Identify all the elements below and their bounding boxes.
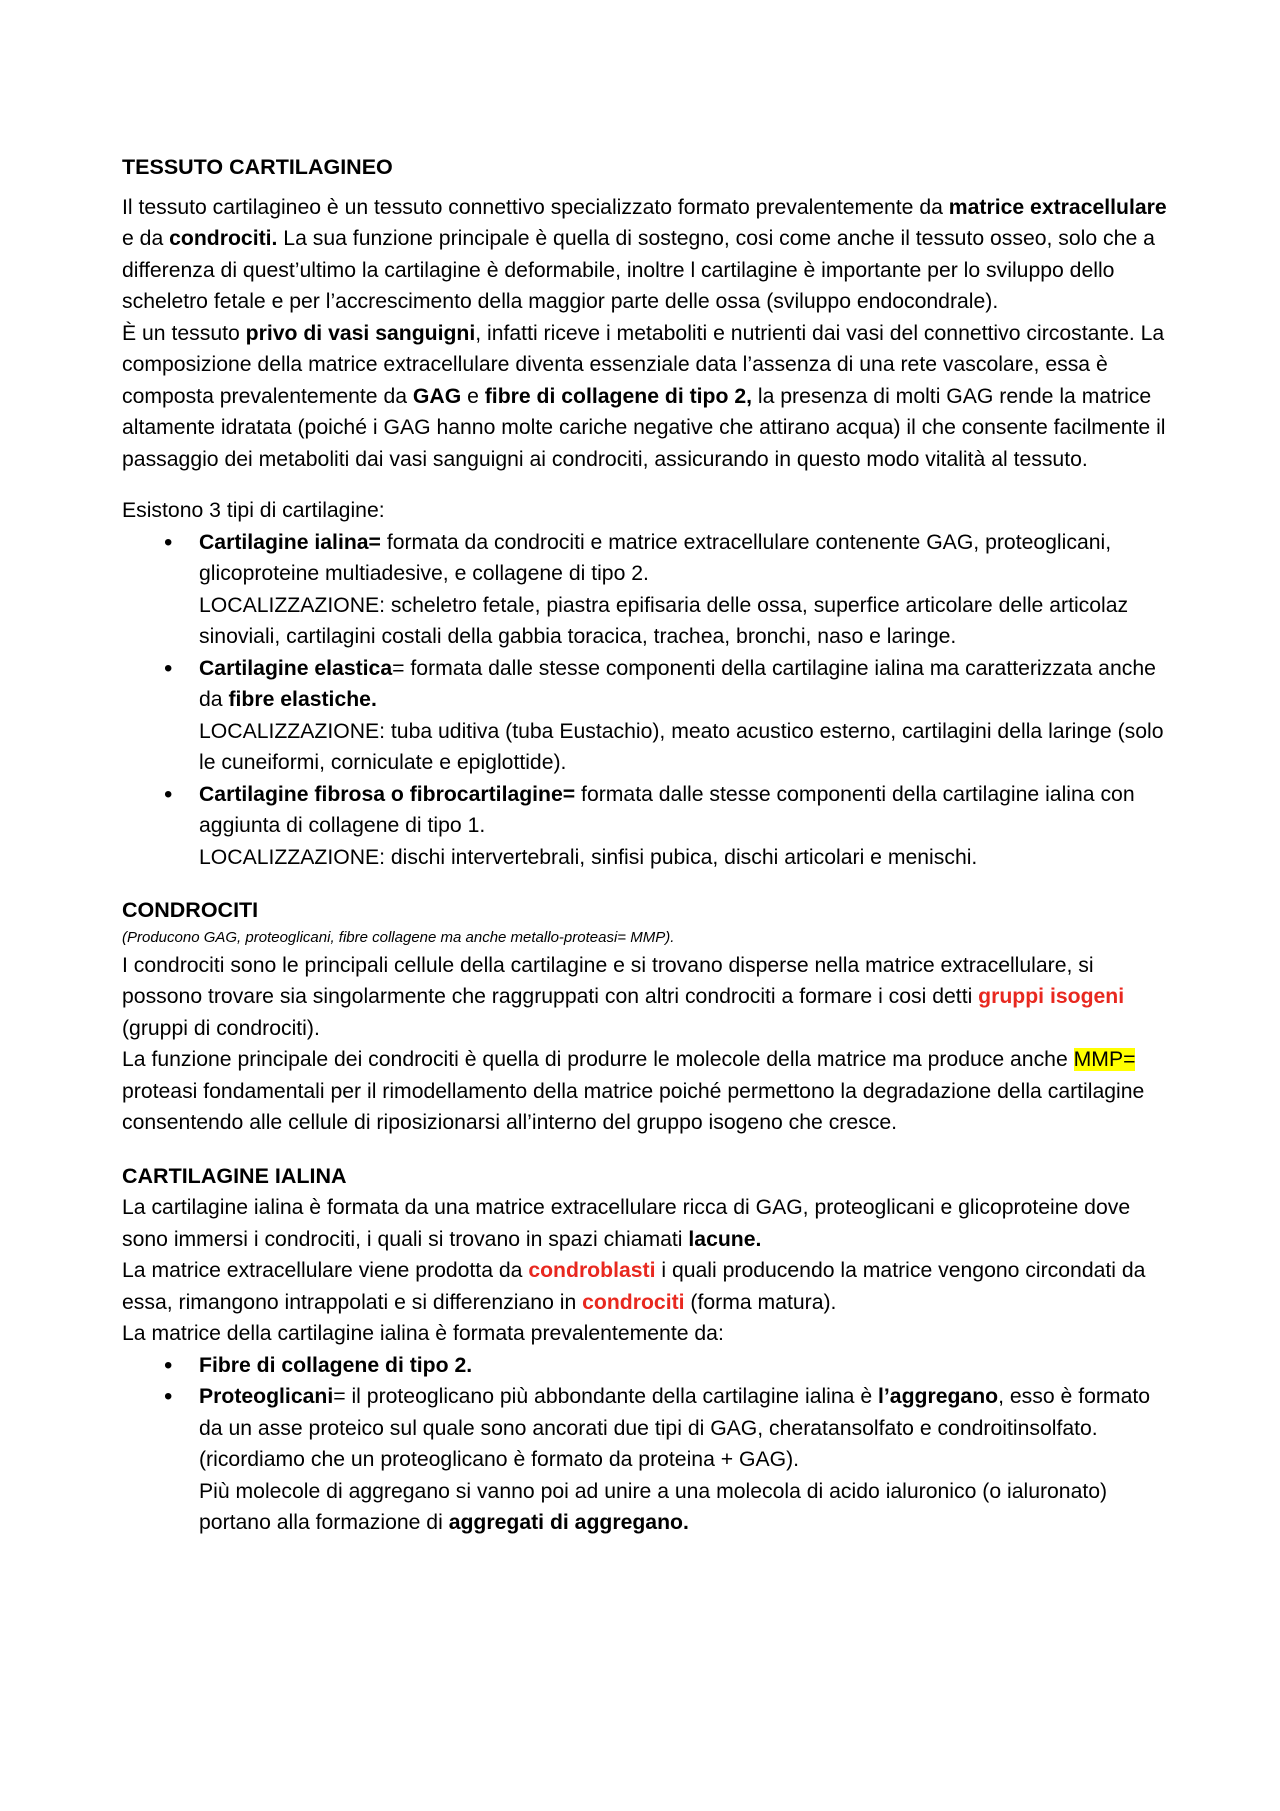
paragraph-condrociti-function: La funzione principale dei condrociti è quella di produrre le molecole della matrice ma produce anche MMP= proteasi fondamentali per il rimodellamento della matrice poiché permettono la degradazione della cartilagine consentendo alle cellule di riposizionarsi all’interno del gruppo isogeno che cresce. xyxy=(122,1048,1145,1134)
matrix-components-list xyxy=(122,1350,1172,1539)
paragraph-vascularization: È un tessuto privo di vasi sanguigni, infatti riceve i metaboliti e nutrienti dai vasi del connettivo circostante. La composizione della matrice extracellulare diventa essenziale data l’assenza di una rete vascolare, essa è composta prevalentemente da GAG e fibre di collagene di tipo 2, la presenza di molti GAG rende la matrice altamente idratata (poiché i GAG hanno molte cariche negative che attirano acqua) il che consente facilmente il passaggio dei metaboliti dai vasi sanguigni ai condrociti, assicurando in questo modo vitalità al tessuto. xyxy=(122,321,1166,471)
list-item: • Proteoglicani= il proteoglicano più abbondante della cartilagine ialina è l’aggregano, esso è formato da un asse proteico sul quale sono ancorati due tipi di GAG, cheratansolfato e condroitinsolfato. (ricordiamo che un proteoglicano è formato da proteina + GAG). Più molecole di aggregano si vanno poi ad unire a una molecola di acido ialuronico (o ialuronato) portano alla formazione di aggregati di aggregano. xyxy=(122,1381,1172,1539)
cartilage-types-list xyxy=(122,527,1172,874)
list-item: • Cartilagine elastica= formata dalle stesse componenti della cartilagine ialina ma caratterizzata anche da fibre elastiche. LOCALIZZAZIONE: tuba uditiva (tuba Eustachio), meato acustico esterno, cartilagini della laringe (solo le cuneiformi, corniculate e epiglottide). xyxy=(122,653,1172,779)
section-title-tessuto-cartilagineo: TESSUTO CARTILAGINEO xyxy=(122,155,393,179)
types-intro: Esistono 3 tipi di cartilagine: xyxy=(122,499,385,522)
paragraph-intro: Il tessuto cartilagineo è un tessuto connettivo specializzato formato prevalentemente da matrice extracellulare e da condrociti. La sua funzione principale è quella di sostegno, cosi come anche il tessuto osseo, solo che a differenza di quest’ultimo la cartilagine è deformabile, inoltre l cartilagine è importante per lo sviluppo dello scheletro fetale e per l’accrescimento della maggior parte delle ossa (sviluppo endocondrale). xyxy=(122,195,1167,313)
list-item: • Fibre di collagene di tipo 2. xyxy=(122,1350,1172,1382)
section-title-cartilagine-ialina: CARTILAGINE IALINA xyxy=(122,1163,347,1188)
paragraph-ialina: La cartilagine ialina è formata da una matrice extracellulare ricca di GAG, proteoglicani e glicoproteine dove sono immersi i condrociti, i quali si trovano in spazi chiamati lacune. xyxy=(122,1196,1131,1251)
paragraph-condrociti: I condrociti sono le principali cellule della cartilagine e si trovano disperse nella matrice extracellulare, si possono trovare sia singolarmente che raggruppati con altri condrociti a formare i cosi detti gruppi isogeni (gruppi di condrociti). xyxy=(122,953,1125,1040)
highlighted-term: MMP= xyxy=(1073,1048,1136,1071)
paragraph-matrice: La matrice extracellulare viene prodotta da condroblasti i quali producendo la matrice vengono circondati da essa, rimangono intrappolati e si differenziano in condrociti (forma matura). xyxy=(122,1259,1146,1314)
paragraph-composition: La matrice della cartilagine ialina è formata prevalentemente da: xyxy=(122,1322,724,1345)
list-item: • Cartilagine fibrosa o fibrocartilagine= formata dalle stesse componenti della cartilagine ialina con aggiunta di collagene di tipo 1. LOCALIZZAZIONE: dischi intervertebrali, sinfisi pubica, dischi articolari e menischi. xyxy=(122,779,1172,874)
list-item: • Cartilagine ialina= formata da condrociti e matrice extracellulare contenente GAG, proteoglicani, glicoproteine multiadesive, e collagene di tipo 2. LOCALIZZAZIONE: scheletro fetale, piastra epifisaria delle ossa, superfice articolare delle articolaz sinoviali, cartilagini costali della gabbia toracica, trachea, bronchi, naso e laringe. xyxy=(122,527,1172,653)
section-title-condrociti: CONDROCITI xyxy=(122,898,259,922)
section-note: (Producono GAG, proteoglicani, fibre collagene ma anche metallo-proteasi= MMP). xyxy=(122,928,675,946)
document-body xyxy=(122,152,1172,1539)
